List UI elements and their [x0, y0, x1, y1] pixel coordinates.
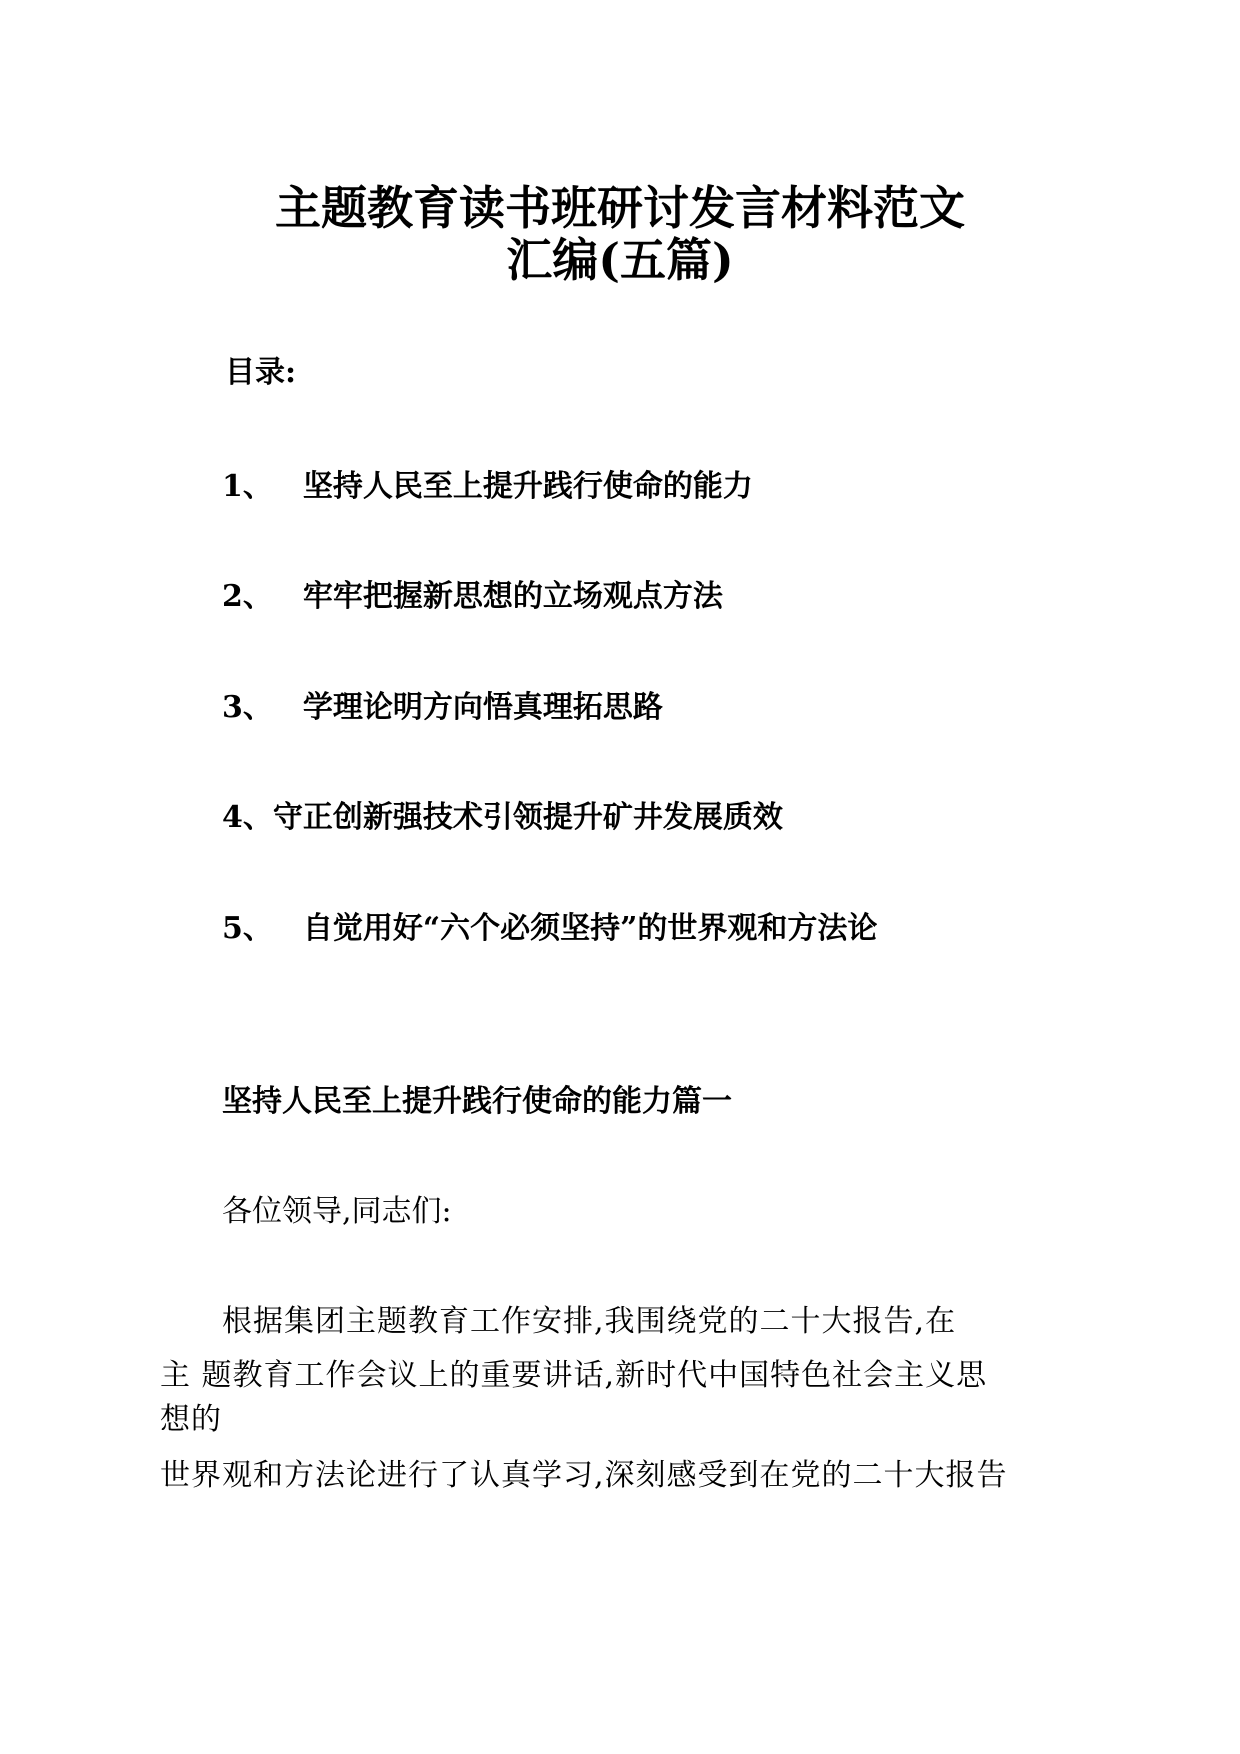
- toc-item-number: 3、: [222, 690, 273, 725]
- toc-item-number: 5、: [222, 911, 273, 946]
- document-title-line-1: 主题教育读书班研讨发言材料范文: [275, 181, 965, 235]
- toc-item-number: 2、: [222, 579, 273, 614]
- body-line-2: 主 题教育工作会议上的重要讲话,新时代中国特色社会主义思: [160, 1358, 988, 1393]
- toc-item-label: 坚持人民至上提升践行使命的能力: [302, 469, 753, 504]
- body-line-4: 世界观和方法论进行了认真学习,深刻感受到在党的二十大报告: [160, 1458, 1008, 1493]
- toc-heading: 目录:: [225, 355, 297, 390]
- toc-item-1: [222, 467, 753, 507]
- body-line-1: 根据集团主题教育工作安排,我围绕党的二十大报告,在: [222, 1304, 957, 1339]
- toc-item-4: [222, 798, 783, 838]
- toc-item-2: [222, 577, 723, 617]
- toc-item-label: 牢牢把握新思想的立场观点方法: [302, 579, 723, 614]
- document-title-line-2: 汇编(五篇): [506, 233, 734, 287]
- section-heading: 坚持人民至上提升践行使命的能力篇一: [222, 1084, 732, 1119]
- body-line-3: 想的: [160, 1402, 222, 1437]
- salutation: 各位领导,同志们:: [222, 1194, 452, 1229]
- toc-item-number: 1、: [222, 469, 273, 504]
- toc-item-label: 学理论明方向悟真理拓思路: [302, 690, 663, 725]
- toc-item-3: [222, 688, 663, 728]
- toc-item-label: 自觉用好“六个必须坚持”的世界观和方法论: [302, 911, 878, 946]
- toc-item-5: [222, 909, 877, 949]
- toc-item-label: 守正创新强技术引领提升矿井发展质效: [272, 800, 783, 835]
- toc-item-number: 4、: [222, 800, 273, 835]
